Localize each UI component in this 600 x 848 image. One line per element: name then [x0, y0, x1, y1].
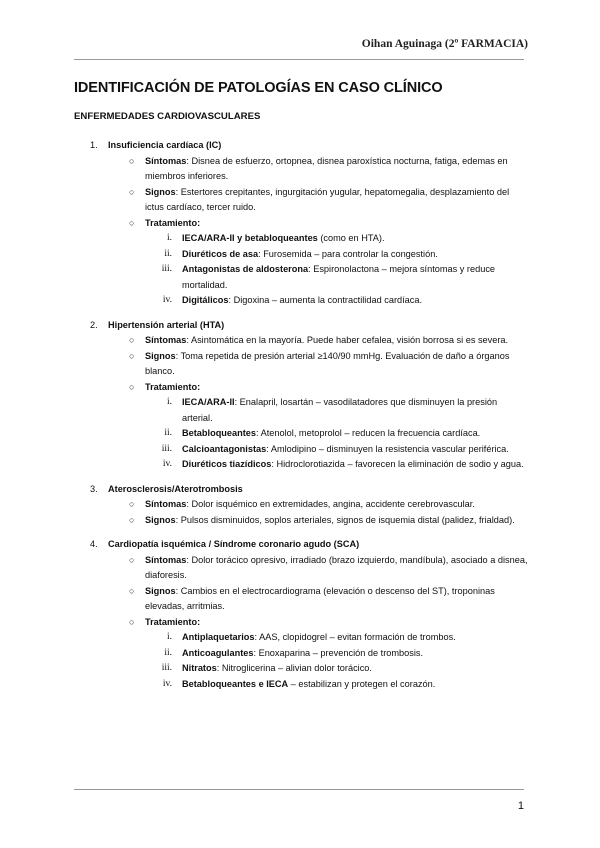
bullet-icon: ○ — [129, 335, 135, 345]
sub-item-number: i. — [166, 632, 172, 642]
section-title: ENFERMEDADES CARDIOVASCULARES — [74, 111, 261, 122]
sub-list-item — [145, 442, 530, 458]
bullet-icon: ○ — [129, 514, 135, 525]
sub-item-number: ii. — [164, 428, 172, 438]
sub-item-text: : Enalapril, losartán – vasodilatadores que disminuyen la presión arterial. — [182, 397, 498, 423]
sub-item-number: ii. — [164, 647, 172, 658]
sub-list-item — [145, 231, 530, 247]
disease-block — [74, 482, 530, 529]
sub-item-text: : Furosemida – para controlar la congestión. — [258, 248, 438, 259]
item-label: Síntomas — [145, 155, 187, 166]
header-author: Oihan Aguinaga (2º FARMACIA) — [361, 38, 528, 50]
sub-item-number: iv. — [162, 678, 172, 689]
sub-list-item — [145, 457, 530, 473]
item-label: Síntomas — [145, 335, 187, 345]
list-item — [108, 553, 530, 584]
sub-item-text: : Atenolol, metoprolol – reducen la frecuencia cardíaca. — [256, 428, 481, 438]
sub-list-item — [145, 630, 530, 646]
disease-list — [74, 138, 530, 701]
sub-item-text: : Amlodipino – disminuyen la resistencia vascular periférica. — [266, 443, 509, 454]
sub-item-label: IECA/ARA-II — [182, 397, 235, 407]
sub-list-item — [145, 677, 530, 693]
item-text: : Pulsos disminuidos, soplos arteriales, signos de isquemia distal (palidez, frialdad). — [175, 514, 515, 525]
list-item — [108, 349, 530, 380]
sub-item-label: Nitratos — [182, 663, 217, 673]
disease-name: Cardiopatía isquémica / Síndrome coronario agudo (SCA) — [108, 539, 360, 549]
sub-item-text: : Digoxina – aumenta la contractilidad cardíaca. — [228, 295, 423, 305]
item-label: Síntomas — [145, 499, 187, 509]
item-text: : Disnea de esfuerzo, ortopnea, disnea paroxística nocturna, fatiga, edemas en miembros inferiores. — [145, 155, 508, 181]
disease-heading — [90, 482, 530, 498]
page-number: 1 — [517, 800, 524, 812]
list-item — [108, 333, 530, 349]
bullet-icon: ○ — [129, 585, 135, 596]
item-label: Signos — [145, 585, 176, 596]
list-item — [108, 380, 530, 396]
sub-item-label: Diuréticos de asa — [182, 248, 259, 259]
sub-item-number: iii. — [161, 663, 172, 673]
sub-item-label: Betabloqueantes — [182, 428, 257, 438]
list-item — [108, 615, 530, 631]
disease-block — [74, 537, 530, 692]
bullet-icon: ○ — [129, 350, 135, 361]
list-item — [108, 216, 530, 232]
bullet-icon: ○ — [129, 381, 135, 392]
item-text: : Estertores crepitantes, ingurgitación yugular, hepatomegalia, desplazamiento del ictus cardíaco, tercer ruido. — [145, 186, 510, 212]
sub-item-text: : AAS, clopidogrel – evitan formación de trombos. — [254, 632, 456, 642]
sub-item-text: : Espironolactona – mejora síntomas y reduce mortalidad. — [182, 264, 496, 290]
bullet-icon: ○ — [129, 217, 135, 228]
item-text: : Asintomática en la mayoría. Puede haber cefalea, visión borrosa si es severa. — [186, 335, 509, 345]
item-text: : Cambios en el electrocardiograma (elevación o descenso del ST), troponinas elevadas, arritmias. — [145, 585, 495, 611]
item-label: Síntomas — [145, 554, 187, 565]
item-label: Tratamiento: — [145, 381, 201, 392]
list-item — [108, 513, 530, 529]
item-text: : Dolor torácico opresivo, irradiado (brazo izquierdo, mandíbula), asociado a disnea, diaforesis. — [145, 554, 528, 580]
sub-item-label: Antiplaquetarios — [182, 632, 255, 642]
bullet-icon: ○ — [129, 616, 135, 627]
sub-item-text: – estabilizan y protegen el corazón. — [288, 678, 436, 689]
bullet-icon: ○ — [129, 499, 135, 509]
footer-divider — [74, 789, 524, 790]
item-label: Tratamiento: — [145, 217, 201, 228]
disease-number: 3. — [90, 483, 98, 494]
sub-list-item — [145, 646, 530, 662]
item-text: : Toma repetida de presión arterial ≥140/90 mmHg. Evaluación de daño a órganos blanco. — [145, 350, 510, 376]
bullet-icon: ○ — [129, 554, 135, 565]
list-item — [108, 497, 530, 513]
disease-number: 1. — [90, 140, 98, 150]
disease-block — [74, 318, 530, 473]
sub-list-item — [145, 661, 530, 677]
bullet-icon: ○ — [129, 186, 135, 197]
sub-item-text: : Nitroglicerina – alivian dolor torácico. — [216, 663, 372, 673]
disease-name: Insuficiencia cardíaca (IC) — [108, 140, 222, 150]
sub-item-number: iii. — [161, 264, 172, 274]
list-item — [108, 584, 530, 615]
sub-item-number: ii. — [164, 248, 172, 259]
item-label: Signos — [145, 514, 176, 525]
sub-item-label: Diuréticos tiazídicos — [182, 459, 272, 469]
sub-item-label: Anticoagulantes — [182, 647, 254, 658]
disease-heading — [90, 318, 530, 334]
disease-number: 4. — [90, 539, 98, 549]
sub-item-number: i. — [166, 397, 172, 407]
disease-block — [74, 138, 530, 309]
sub-item-label: Digitálicos — [182, 295, 229, 305]
disease-name: Hipertensión arterial (HTA) — [108, 319, 225, 330]
list-item — [108, 154, 530, 185]
bullet-icon: ○ — [129, 155, 135, 166]
header-divider — [74, 59, 524, 60]
sub-item-text: (como en HTA). — [317, 233, 385, 243]
document-title: IDENTIFICACIÓN DE PATOLOGÍAS EN CASO CLÍNICO — [74, 80, 443, 96]
disease-heading — [90, 138, 530, 154]
list-item — [108, 185, 530, 216]
sub-item-label: Antagonistas de aldosterona — [182, 264, 309, 274]
disease-name: Aterosclerosis/Aterotrombosis — [108, 483, 243, 494]
item-label: Signos — [145, 186, 176, 197]
item-text: : Dolor isquémico en extremidades, angina, accidente cerebrovascular. — [186, 499, 475, 509]
sub-list-item — [145, 426, 530, 442]
item-label: Tratamiento: — [145, 616, 201, 627]
sub-item-number: i. — [166, 233, 172, 243]
sub-item-number: iv. — [162, 295, 172, 305]
sub-item-text: : Hidroclorotiazida – favorecen la eliminación de sodio y agua. — [271, 459, 524, 469]
sub-list-item — [145, 395, 530, 426]
sub-list-item — [145, 293, 530, 309]
sub-list-item — [145, 247, 530, 263]
sub-item-number: iv. — [162, 459, 172, 469]
sub-item-label: IECA/ARA-II y betabloqueantes — [182, 233, 318, 243]
sub-item-label: Calcioantagonistas — [182, 443, 267, 454]
disease-number: 2. — [90, 319, 98, 330]
sub-item-number: iii. — [161, 443, 172, 454]
item-label: Signos — [145, 350, 176, 361]
sub-item-text: : Enoxaparina – prevención de trombosis. — [253, 647, 424, 658]
sub-item-label: Betabloqueantes e IECA — [182, 678, 289, 689]
sub-list-item — [145, 262, 530, 293]
disease-heading — [90, 537, 530, 553]
